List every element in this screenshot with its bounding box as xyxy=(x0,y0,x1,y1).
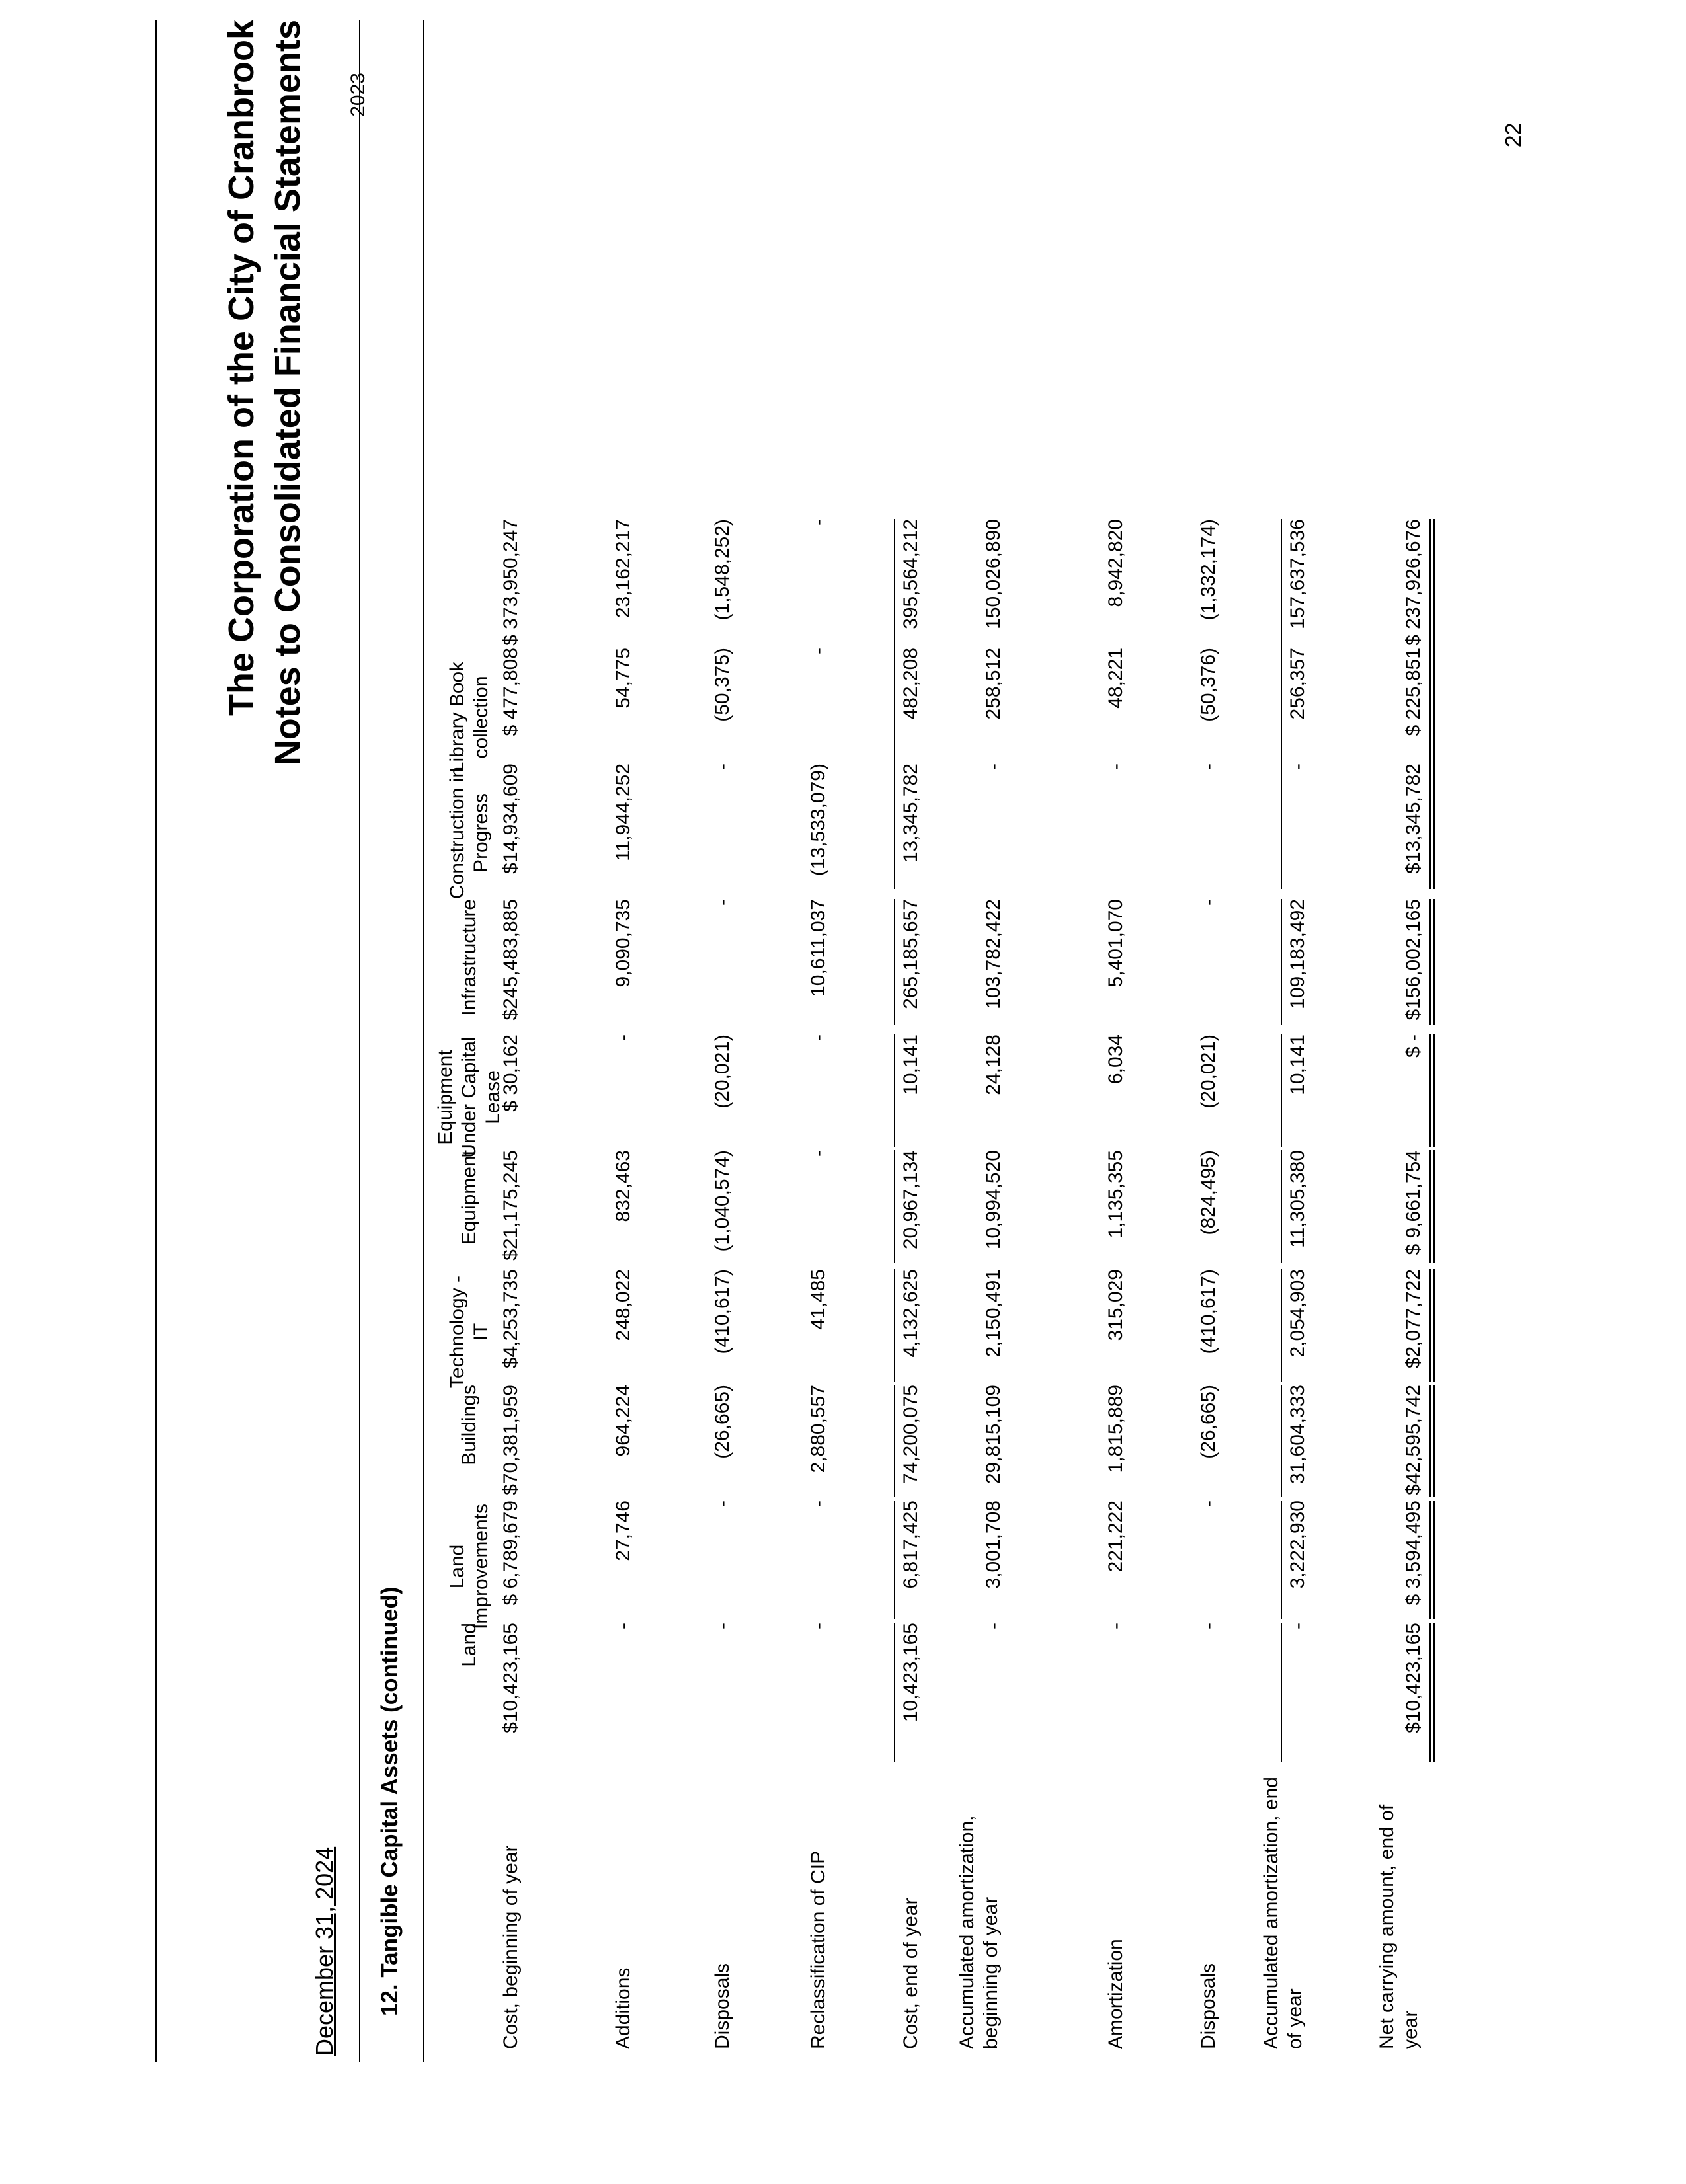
top-rule xyxy=(155,20,157,2062)
table-cell: 964,224 xyxy=(612,1385,634,1457)
table-cell: 10,423,165 xyxy=(900,1623,922,1723)
table-cell: 10,141 xyxy=(1287,1034,1308,1095)
table-cell: 13,345,782 xyxy=(900,763,922,863)
table-cell: - xyxy=(1105,763,1127,770)
table-cell: 4,132,625 xyxy=(900,1269,922,1358)
table-cell: $13,345,782 xyxy=(1402,763,1424,874)
row-label: Disposals xyxy=(1197,1963,1219,2049)
table-cell: - xyxy=(711,763,733,770)
table-cell: 48,221 xyxy=(1105,648,1127,709)
table-cell: - xyxy=(1197,899,1219,906)
subtotal-rule xyxy=(894,763,895,889)
table-cell: $ 9,661,754 xyxy=(1402,1150,1424,1255)
table-cell: - xyxy=(807,1501,829,1507)
table-cell: - xyxy=(1197,1501,1219,1507)
table-cell: $156,002,165 xyxy=(1402,899,1424,1021)
row-label: Additions xyxy=(612,1967,634,2049)
table-cell: 54,775 xyxy=(612,648,634,709)
subtotal-rule xyxy=(1281,648,1282,773)
subtotal-rule xyxy=(1281,1385,1282,1497)
table-cell: 11,305,380 xyxy=(1287,1150,1308,1248)
total-rule xyxy=(1429,1269,1431,1382)
total-rule-double xyxy=(1433,763,1435,889)
date-rule xyxy=(359,20,360,2062)
table-cell: $ 237,926,676 xyxy=(1402,519,1424,646)
column-header: Equipment Under Capital Lease xyxy=(434,1036,504,1158)
row-label: Disposals xyxy=(711,1963,733,2049)
table-cell: - xyxy=(807,648,829,654)
table-cell: 482,208 xyxy=(900,648,922,720)
total-rule-double xyxy=(1433,1269,1435,1382)
table-cell: (1,332,174) xyxy=(1197,519,1219,621)
table-cell: 29,815,109 xyxy=(983,1385,1004,1485)
table-cell: 20,967,134 xyxy=(900,1150,922,1250)
table-cell: - xyxy=(807,1034,829,1041)
page-number: 22 xyxy=(1501,122,1527,148)
total-rule xyxy=(1429,1385,1431,1497)
table-cell: 10,611,037 xyxy=(807,899,829,997)
subtotal-rule xyxy=(1281,1269,1282,1382)
table-cell: 31,604,333 xyxy=(1287,1385,1308,1485)
table-cell: 1,815,889 xyxy=(1105,1385,1127,1473)
table-cell: 10,994,520 xyxy=(983,1150,1004,1250)
column-header: Land xyxy=(458,1623,480,1667)
row-label: Reclassification of CIP xyxy=(807,1850,829,2049)
table-cell: 24,128 xyxy=(983,1034,1004,1095)
table-cell: 157,637,536 xyxy=(1287,519,1308,629)
table-cell: 6,034 xyxy=(1105,1034,1127,1085)
table-cell: $70,381,959 xyxy=(500,1385,522,1495)
total-rule xyxy=(1429,1623,1431,1762)
table-cell: 10,141 xyxy=(900,1034,922,1095)
table-cell: 2,150,491 xyxy=(983,1269,1004,1358)
total-rule xyxy=(1429,648,1431,773)
rotated-page xyxy=(149,20,1603,2062)
table-cell: $245,483,885 xyxy=(500,899,522,1021)
subtotal-rule xyxy=(894,1150,895,1263)
header-rule xyxy=(423,20,424,2062)
table-cell: - xyxy=(1105,1623,1127,1629)
table-cell: (1,040,574) xyxy=(711,1150,733,1252)
table-cell: 2,880,557 xyxy=(807,1385,829,1473)
table-cell: 9,090,735 xyxy=(612,899,634,988)
row-label: Net carrying amount, end of year xyxy=(1376,1804,1422,2049)
table-cell: - xyxy=(711,899,733,906)
table-cell: 395,564,212 xyxy=(900,519,922,629)
total-rule-double xyxy=(1433,1623,1435,1762)
table-cell: - xyxy=(807,519,829,526)
table-cell: (26,665) xyxy=(711,1385,733,1459)
table-cell: - xyxy=(711,1501,733,1507)
table-cell: (410,617) xyxy=(1197,1269,1219,1354)
table-cell: (13,533,079) xyxy=(807,763,829,877)
table-cell: 3,222,930 xyxy=(1287,1501,1308,1589)
table-cell: 3,001,708 xyxy=(983,1501,1004,1589)
total-rule-double xyxy=(1433,899,1435,1025)
total-rule xyxy=(1429,1150,1431,1263)
table-cell: - xyxy=(983,1623,1004,1629)
subtotal-rule xyxy=(894,648,895,773)
row-label: Amortization xyxy=(1105,1939,1127,2049)
table-cell: 6,817,425 xyxy=(900,1501,922,1589)
subtotal-rule xyxy=(894,1034,895,1147)
table-cell: (1,548,252) xyxy=(711,519,733,621)
table-cell: $10,423,165 xyxy=(500,1623,522,1733)
table-cell: 41,485 xyxy=(807,1269,829,1330)
subtotal-rule xyxy=(894,1501,895,1619)
total-rule-double xyxy=(1433,519,1435,651)
table-cell: 2,054,903 xyxy=(1287,1269,1308,1358)
total-rule xyxy=(1429,1034,1431,1147)
table-cell: 832,463 xyxy=(612,1150,634,1222)
table-cell: 74,200,075 xyxy=(900,1385,922,1485)
table-cell: $ 3,594,495 xyxy=(1402,1501,1424,1606)
table-cell: 315,029 xyxy=(1105,1269,1127,1341)
table-cell: - xyxy=(807,1150,829,1157)
column-header: Buildings xyxy=(458,1385,480,1465)
title-line-2: Notes to Consolidated Financial Statements xyxy=(268,20,307,766)
table-cell: 103,782,422 xyxy=(983,899,1004,1009)
column-header: Technology - IT xyxy=(446,1275,492,1389)
table-cell: - xyxy=(983,763,1004,770)
subtotal-rule xyxy=(894,899,895,1025)
tangible-capital-assets-table xyxy=(434,20,1465,2062)
total-rule xyxy=(1429,519,1431,651)
statement-date: December 31, 2024 xyxy=(311,1846,338,2056)
table-cell: 265,185,657 xyxy=(900,899,922,1009)
column-header: Land Improvements xyxy=(446,1503,492,1630)
total-rule xyxy=(1429,763,1431,889)
section-title: 12. Tangible Capital Assets (continued) xyxy=(377,1586,403,2016)
row-label: Accumulated amortization, beginning of year xyxy=(956,1815,1002,2049)
table-cell: (50,376) xyxy=(1197,648,1219,722)
subtotal-rule xyxy=(894,1269,895,1382)
total-rule xyxy=(1429,899,1431,1025)
row-label: Cost, end of year xyxy=(900,1898,922,2049)
total-rule xyxy=(1429,1501,1431,1619)
year-label: 2023 xyxy=(347,73,369,117)
column-header: Infrastructure xyxy=(458,899,480,1016)
table-cell: 150,026,890 xyxy=(983,519,1004,629)
table-cell: (50,375) xyxy=(711,648,733,722)
subtotal-rule xyxy=(894,1623,895,1762)
table-cell: (26,665) xyxy=(1197,1385,1219,1459)
table-cell: 23,162,217 xyxy=(612,519,634,619)
table-cell: 8,942,820 xyxy=(1105,519,1127,607)
table-cell: 258,512 xyxy=(983,648,1004,720)
subtotal-rule xyxy=(1281,763,1282,889)
column-header xyxy=(433,519,506,664)
subtotal-rule xyxy=(1281,1150,1282,1263)
table-cell: - xyxy=(1197,1623,1219,1629)
table-cell: - xyxy=(1287,763,1308,770)
table-cell: 109,183,492 xyxy=(1287,899,1308,1009)
table-cell: $4,253,735 xyxy=(500,1269,522,1369)
total-rule-double xyxy=(1433,1150,1435,1263)
table-cell: (20,021) xyxy=(711,1034,733,1109)
title-line-1: The Corporation of the City of Cranbrook xyxy=(221,20,261,716)
column-header: Construction in Progress xyxy=(446,766,492,900)
table-cell: $42,595,742 xyxy=(1402,1385,1424,1495)
table-cell: $21,175,245 xyxy=(500,1150,522,1261)
table-cell: 256,357 xyxy=(1287,648,1308,720)
subtotal-rule xyxy=(1281,1034,1282,1147)
table-cell: - xyxy=(612,1034,634,1041)
column-header: Library Book collection xyxy=(446,661,492,773)
total-rule-double xyxy=(1433,1501,1435,1619)
total-rule-double xyxy=(1433,648,1435,773)
table-cell: 27,746 xyxy=(612,1501,634,1561)
total-rule-double xyxy=(1433,1034,1435,1147)
table-cell: - xyxy=(1287,1623,1308,1629)
subtotal-rule xyxy=(894,1385,895,1497)
subtotal-rule xyxy=(1281,1501,1282,1619)
table-cell: $14,934,609 xyxy=(500,763,522,874)
table-cell: 5,401,070 xyxy=(1105,899,1127,988)
table-cell: - xyxy=(612,1623,634,1629)
table-cell: 1,135,355 xyxy=(1105,1150,1127,1239)
subtotal-rule xyxy=(1281,899,1282,1025)
column-header: Equipment xyxy=(458,1150,480,1245)
total-rule-double xyxy=(1433,1385,1435,1497)
table-cell: (20,021) xyxy=(1197,1034,1219,1109)
table-cell: 11,944,252 xyxy=(612,763,634,861)
table-cell: $ 6,789,679 xyxy=(500,1501,522,1606)
table-cell: $ 373,950,247 xyxy=(500,519,522,646)
table-cell: 221,222 xyxy=(1105,1501,1127,1573)
table-cell: $ - xyxy=(1402,1034,1424,1058)
row-label: Cost, beginning of year xyxy=(500,1845,522,2049)
table-cell: - xyxy=(711,1623,733,1629)
table-cell: - xyxy=(807,1623,829,1629)
table-cell: - xyxy=(1197,763,1219,770)
table-cell: $ 477,808 xyxy=(500,648,522,736)
table-cell: $2,077,722 xyxy=(1402,1269,1424,1369)
table-cell: (410,617) xyxy=(711,1269,733,1354)
document-title xyxy=(218,20,311,765)
table-cell: $10,423,165 xyxy=(1402,1623,1424,1733)
table-cell: (824,495) xyxy=(1197,1150,1219,1235)
subtotal-rule xyxy=(894,519,895,651)
subtotal-rule xyxy=(1281,1623,1282,1762)
table-cell: $ 30,162 xyxy=(500,1034,522,1112)
table-cell: $ 225,851 xyxy=(1402,648,1424,736)
table-cell: 248,022 xyxy=(612,1269,634,1341)
subtotal-rule xyxy=(1281,519,1282,651)
row-label: Accumulated amortization, end of year xyxy=(1260,1777,1306,2049)
